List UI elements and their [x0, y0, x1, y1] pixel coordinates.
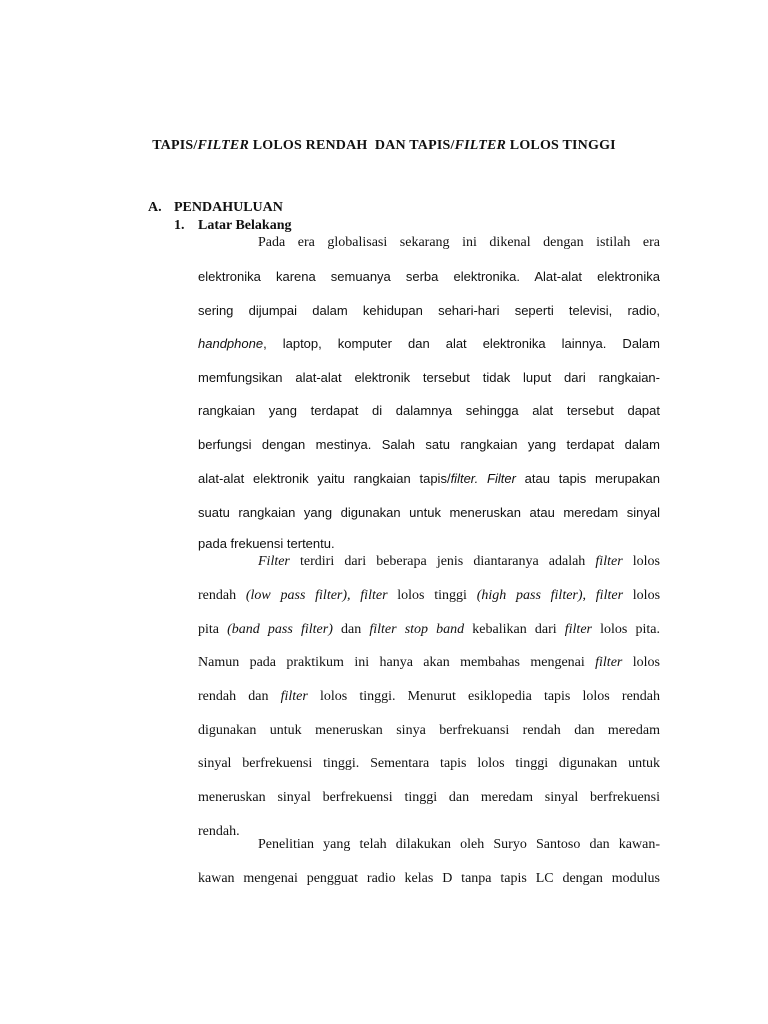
- italic-term: filter: [595, 655, 623, 670]
- paragraph-line: sinyal berfrekuensi tinggi. Sementara tapis lolos tinggi digunakan untuk: [198, 756, 660, 771]
- paragraph-line: Pada era globalisasi sekarang ini dikenal dengan istilah era: [258, 235, 660, 250]
- italic-term: handphone: [198, 336, 264, 351]
- line-text: , laptop, komputer dan alat elektronika lainnya. Dalam: [263, 336, 660, 351]
- line-text: Namun pada praktikum ini hanya akan membahas mengenai: [198, 655, 596, 670]
- subsection-label: Latar Belakang: [198, 218, 292, 233]
- line-text: lolos pita.: [592, 622, 660, 637]
- paragraph-line: elektronika karena semuanya serba elektronika. Alat-alat elektronika: [198, 269, 660, 284]
- line-text: lolos: [622, 655, 660, 670]
- italic-term: filter: [595, 554, 623, 569]
- paragraph-line: [198, 654, 660, 672]
- section-heading: [148, 200, 283, 216]
- paragraph-line: [198, 587, 660, 605]
- italic-term: filter stop band: [369, 622, 465, 637]
- line-text: lolos: [622, 554, 660, 569]
- italic-term: filter: [280, 689, 308, 704]
- italic-term: (high pass filter): [476, 588, 583, 603]
- paragraph-line: [258, 553, 660, 571]
- line-text: pita: [198, 622, 228, 637]
- title-text: TAPIS/: [152, 138, 198, 153]
- line-text: atau tapis merupakan: [515, 471, 660, 486]
- paragraph-line: berfungsi dengan mestinya. Salah satu rangkaian yang terdapat dalam: [198, 437, 660, 452]
- title-italic-text: FILTER: [197, 138, 249, 153]
- paragraph-line: [198, 621, 660, 639]
- title-text: LOLOS RENDAH DAN TAPIS/: [249, 138, 455, 153]
- italic-term: (band pass filter): [227, 622, 333, 637]
- line-text: lolos: [623, 588, 661, 603]
- paragraph-line: sering dijumpai dalam kehidupan sehari-hari seperti televisi, radio,: [198, 303, 660, 318]
- line-text: ,: [582, 588, 596, 603]
- paragraph-line: kawan mengenai pengguat radio kelas D tanpa tapis LC dengan modulus: [198, 871, 660, 886]
- paragraph-line: rendah.: [198, 824, 240, 839]
- subsection-heading: [174, 218, 291, 234]
- paragraph-line: meneruskan sinyal berfrekuensi tinggi dan meredam sinyal berfrekuensi: [198, 790, 660, 805]
- paragraph-line: rangkaian yang terdapat di dalamnya sehingga alat tersebut dapat: [198, 403, 660, 418]
- paragraph-line: Penelitian yang telah dilakukan oleh Suryo Santoso dan kawan-: [258, 837, 660, 852]
- line-text: alat-alat elektronik yaitu rangkaian tapis/: [198, 471, 451, 486]
- paragraph-line: pada frekuensi tertentu.: [198, 536, 335, 551]
- paragraph-line: [198, 688, 660, 706]
- paragraph-line: [198, 470, 660, 488]
- line-text: terdiri dari beberapa jenis diantaranya adalah: [289, 554, 596, 569]
- line-text: rendah dan: [198, 689, 281, 704]
- italic-term: (low pass filter), filter: [245, 588, 388, 603]
- line-text: kebalikan dari: [464, 622, 565, 637]
- line-text: rendah: [198, 588, 246, 603]
- paragraph-line: [198, 335, 660, 353]
- italic-term: filter: [564, 622, 592, 637]
- line-text: dan: [332, 622, 370, 637]
- section-number: A.: [148, 200, 162, 215]
- italic-term: filter: [595, 588, 624, 603]
- paragraph-line: memfungsikan alat-alat elektronik tersebut tidak luput dari rangkaian-: [198, 370, 660, 385]
- subsection-number: 1.: [174, 218, 185, 233]
- title-text: LOLOS TINGGI: [506, 138, 616, 153]
- paragraph-line: suatu rangkaian yang digunakan untuk meneruskan atau meredam sinyal: [198, 505, 660, 520]
- document-title: [0, 138, 768, 154]
- line-text: lolos tinggi. Menurut esiklopedia tapis lolos rendah: [307, 689, 660, 704]
- line-text: lolos tinggi: [387, 588, 477, 603]
- italic-term: Filter: [258, 554, 290, 569]
- section-label: PENDAHULUAN: [174, 200, 283, 215]
- title-italic-text: FILTER: [454, 138, 507, 153]
- italic-term: filter. Filter: [450, 471, 516, 486]
- paragraph-line: digunakan untuk meneruskan sinya berfrekuansi rendah dan meredam: [198, 723, 660, 738]
